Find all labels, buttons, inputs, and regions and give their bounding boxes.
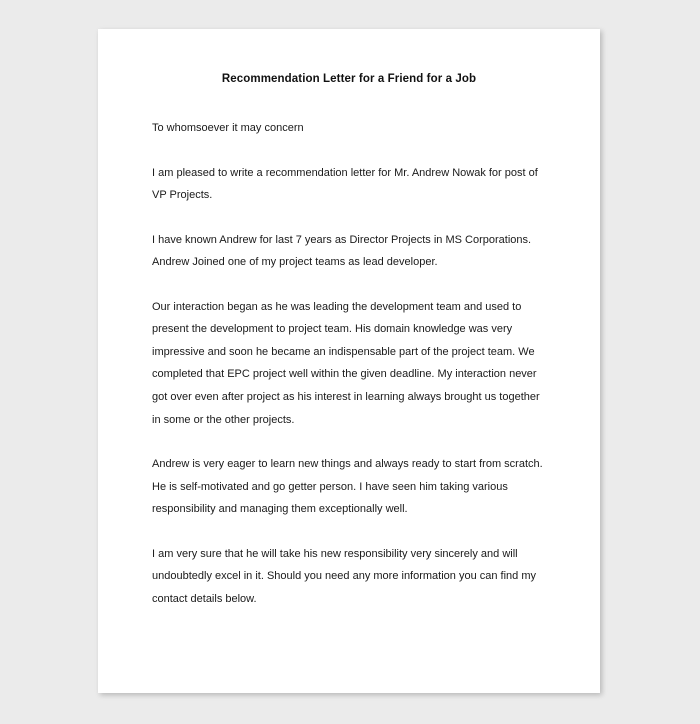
document-page <box>98 29 600 693</box>
letter-paragraph: I have known Andrew for last 7 years as Director Projects in MS Corporations. Andrew Joined one of my project teams as lead developer. <box>152 233 532 269</box>
page-title: Recommendation Letter for a Friend for a Job <box>221 73 477 85</box>
letter-paragraph: Andrew is very eager to learn new things and always ready to start from scratch. He is self-motivated and go getter person. I have seen him taking various responsibility and managing them exceptionally well. <box>152 458 543 516</box>
letter-paragraph: I am pleased to write a recommendation letter for Mr. Andrew Nowak for post of VP Projects. <box>152 166 538 202</box>
letter-paragraph: Our interaction began as he was leading the development team and used to present the development to project team. His domain knowledge was very impressive and soon he became an indispensable part of the project team. We completed that EPC project well within the given deadline. My interaction never got over even after project as his interest in learning always brought us together in some or the other projects. <box>152 300 540 426</box>
letter-salutation: To whomsoever it may concern <box>152 122 304 135</box>
letter-paragraph: I am very sure that he will take his new responsibility very sincerely and will undoubtedly excel in it. Should you need any more information you can find my contact details below. <box>152 547 537 605</box>
document-body <box>98 29 600 610</box>
